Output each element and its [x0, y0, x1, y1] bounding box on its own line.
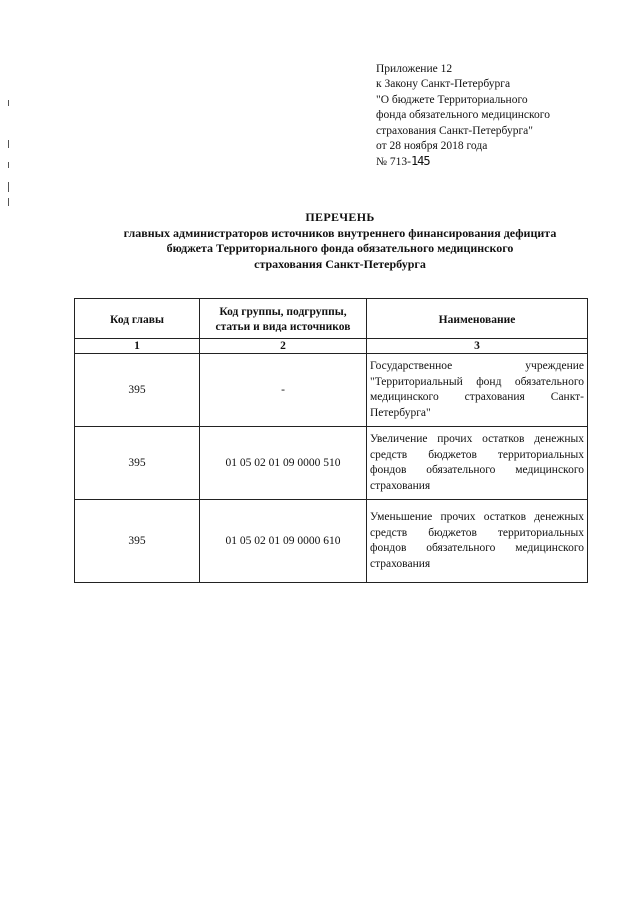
group-code-cell: 01 05 02 01 09 0000 510 — [200, 427, 367, 500]
document-title — [60, 210, 620, 272]
appendix-line: от 28 ноября 2018 года — [376, 140, 488, 153]
chapter-code-cell: 395 — [75, 354, 200, 427]
column-number: 3 — [367, 339, 588, 354]
name-cell: Увеличение прочих остатков денежных средств бюджетов территориальных фондов обязательного медицинского страхования — [367, 427, 588, 500]
column-number: 2 — [200, 339, 367, 354]
title-line: главных администраторов источников внутреннего финансирования дефицита — [123, 225, 557, 240]
appendix-line: страхования Санкт-Петербурга" — [376, 124, 533, 137]
header-group-code: Код группы, подгруппы, статьи и вида источников — [200, 299, 367, 339]
header-name: Наименование — [367, 299, 588, 339]
title-heading: ПЕРЕЧЕНЬ — [305, 210, 375, 224]
table-row — [75, 500, 588, 583]
chapter-code-cell: 395 — [75, 500, 200, 583]
chapter-code-cell: 395 — [75, 427, 200, 500]
law-number-prefix: № 713- — [376, 156, 411, 169]
appendix-block — [376, 62, 550, 171]
table-row — [75, 354, 588, 427]
law-number — [376, 154, 550, 170]
administrators-table — [74, 298, 588, 583]
table-row — [75, 427, 588, 500]
column-number-row — [75, 339, 588, 354]
title-line: страхования Санкт-Петербурга — [254, 256, 426, 271]
binding-marks — [8, 100, 12, 210]
appendix-line: Приложение 12 — [376, 63, 453, 75]
group-code-cell: 01 05 02 01 09 0000 610 — [200, 500, 367, 583]
table-header-row — [75, 299, 588, 339]
name-cell: Государственное учреждение "Территориальный фонд обязательного медицинского страхования Санкт-Петербурга" — [367, 354, 588, 427]
title-line: бюджета Территориального фонда обязательного медицинского — [166, 241, 514, 255]
appendix-line: к Закону Санкт-Петербурга — [376, 78, 511, 91]
column-number: 1 — [75, 339, 200, 354]
name-cell: Уменьшение прочих остатков денежных средств бюджетов территориальных фондов обязательного медицинского страхования — [367, 500, 588, 583]
group-code-cell: - — [200, 354, 367, 427]
header-chapter-code: Код главы — [75, 299, 200, 339]
appendix-line: "О бюджете Территориального — [376, 93, 528, 106]
law-number-handwritten: 145 — [410, 154, 430, 169]
appendix-line: фонда обязательного медицинского — [376, 109, 550, 122]
